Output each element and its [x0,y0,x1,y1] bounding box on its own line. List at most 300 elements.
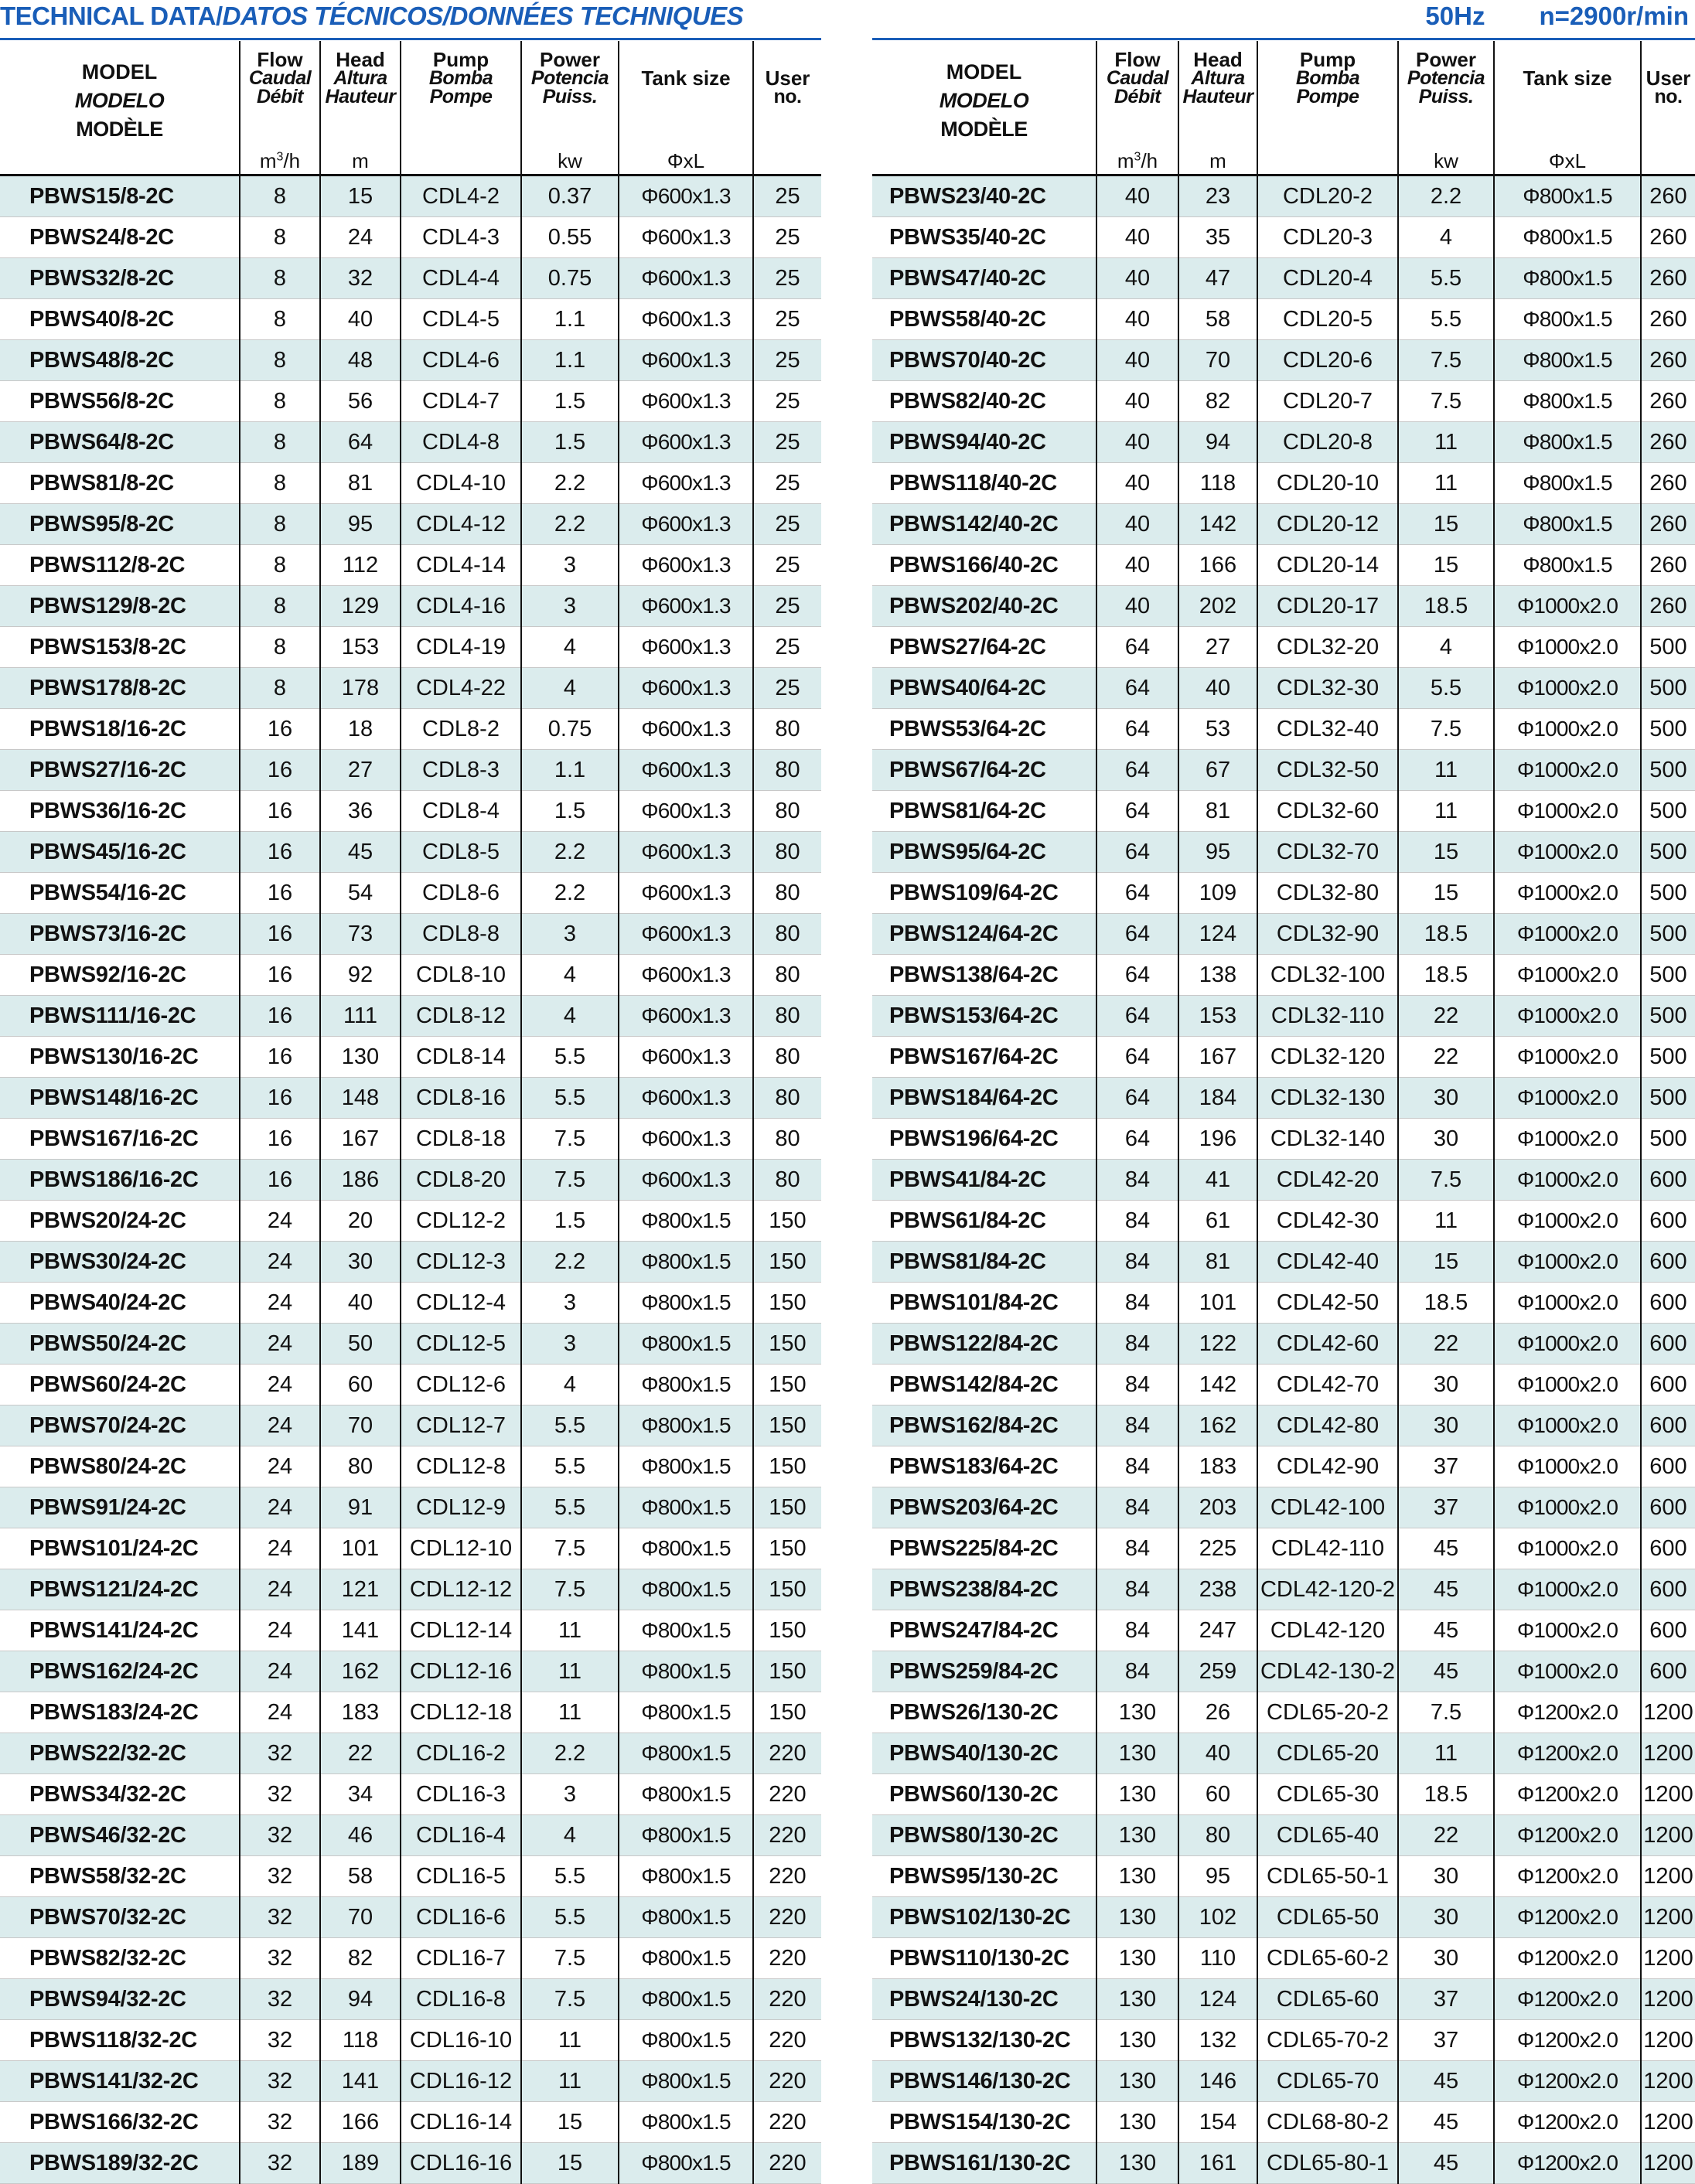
cell-flow: 8 [240,586,320,627]
cell-power: 18.5 [1398,586,1494,627]
cell-tank: Φ600x1.3 [619,381,753,422]
cell-power: 37 [1398,2020,1494,2061]
cell-power: 30 [1398,1856,1494,1897]
cell-user: 1200 [1641,1979,1695,2020]
table-row [872,258,1695,299]
cell-head: 202 [1178,586,1257,627]
cell-head: 35 [1178,217,1257,258]
cell-flow: 40 [1096,299,1178,340]
cell-flow: 24 [240,1242,320,1283]
cell-tank: Φ600x1.3 [619,1078,753,1119]
cell-head: 60 [1178,1774,1257,1815]
cell-user: 220 [753,2143,821,2184]
cell-tank: Φ600x1.3 [619,1119,753,1160]
speed-label: n=2900r/min [1539,2,1689,30]
cell-model: PBWS20/24-2C [0,1201,240,1242]
cell-model: PBWS203/64-2C [872,1487,1096,1528]
cell-model: PBWS122/84-2C [872,1324,1096,1365]
cell-tank: Φ800x1.5 [1494,381,1641,422]
cell-head: 189 [320,2143,401,2184]
cell-model: PBWS91/24-2C [0,1487,240,1528]
cell-head: 46 [320,1815,401,1856]
cell-head: 40 [1178,1733,1257,1774]
cell-power: 7.5 [521,1119,619,1160]
cell-model: PBWS15/8-2C [0,175,240,217]
cell-head: 60 [320,1365,401,1405]
cell-flow: 32 [240,1815,320,1856]
cell-pump: CDL12-3 [401,1242,521,1283]
cell-power: 45 [1398,2143,1494,2184]
table-row [872,2020,1695,2061]
cell-power: 30 [1398,1365,1494,1405]
cell-tank: Φ600x1.3 [619,545,753,586]
cell-model: PBWS64/8-2C [0,422,240,463]
cell-user: 80 [753,873,821,914]
cell-pump: CDL65-60 [1257,1979,1398,2020]
table-row [872,832,1695,873]
cell-model: PBWS148/16-2C [0,1078,240,1119]
cell-power: 4 [521,1815,619,1856]
table-row [0,1037,821,1078]
cell-pump: CDL32-40 [1257,709,1398,750]
cell-flow: 130 [1096,2102,1178,2143]
cell-tank: Φ800x1.5 [619,1528,753,1569]
cell-user: 25 [753,422,821,463]
cell-power: 7.5 [521,1528,619,1569]
cell-flow: 8 [240,175,320,217]
table-row [872,545,1695,586]
cell-model: PBWS101/24-2C [0,1528,240,1569]
cell-head: 26 [1178,1692,1257,1733]
head-unit: m [1209,149,1226,172]
cell-model: PBWS94/32-2C [0,1979,240,2020]
cell-pump: CDL42-20 [1257,1160,1398,1201]
cell-tank: Φ1000x2.0 [1494,1405,1641,1446]
cell-pump: CDL4-6 [401,340,521,381]
cell-user: 600 [1641,1324,1695,1365]
cell-user: 1200 [1641,2143,1695,2184]
cell-pump: CDL65-50 [1257,1897,1398,1938]
cell-flow: 24 [240,1487,320,1528]
cell-power: 7.5 [521,1569,619,1610]
cell-head: 203 [1178,1487,1257,1528]
cell-user: 1200 [1641,1938,1695,1979]
cell-pump: CDL42-90 [1257,1446,1398,1487]
cell-flow: 32 [240,1774,320,1815]
cell-pump: CDL8-4 [401,791,521,832]
cell-tank: Φ600x1.3 [619,873,753,914]
cell-head: 259 [1178,1651,1257,1692]
cell-power: 11 [521,1692,619,1733]
cell-user: 150 [753,1242,821,1283]
cell-tank: Φ1000x2.0 [1494,1078,1641,1119]
cell-model: PBWS47/40-2C [872,258,1096,299]
page-title [0,0,743,34]
cell-flow: 40 [1096,258,1178,299]
table-row [0,1324,821,1365]
cell-model: PBWS129/8-2C [0,586,240,627]
cell-flow: 84 [1096,1446,1178,1487]
cell-tank: Φ800x1.5 [1494,422,1641,463]
cell-pump: CDL4-22 [401,668,521,709]
cell-pump: CDL4-7 [401,381,521,422]
table-row [872,750,1695,791]
cell-head: 132 [1178,2020,1257,2061]
cell-power: 7.5 [1398,340,1494,381]
table-row [872,2102,1695,2143]
col-power: Power Potencia Puiss. kw [1398,41,1494,175]
cell-user: 600 [1641,1487,1695,1528]
cell-tank: Φ1200x2.0 [1494,1938,1641,1979]
cell-tank: Φ1000x2.0 [1494,668,1641,709]
cell-head: 178 [320,668,401,709]
cell-model: PBWS50/24-2C [0,1324,240,1365]
cell-model: PBWS178/8-2C [0,668,240,709]
cell-user: 500 [1641,750,1695,791]
cell-tank: Φ600x1.3 [619,832,753,873]
cell-flow: 16 [240,914,320,955]
cell-flow: 130 [1096,2061,1178,2102]
cell-power: 3 [521,1283,619,1324]
cell-power: 5.5 [1398,668,1494,709]
cell-head: 70 [1178,340,1257,381]
cell-tank: Φ800x1.5 [619,1283,753,1324]
cell-head: 27 [320,750,401,791]
cell-head: 91 [320,1487,401,1528]
cell-flow: 8 [240,545,320,586]
table-row [872,709,1695,750]
cell-head: 109 [1178,873,1257,914]
cell-tank: Φ800x1.5 [619,2020,753,2061]
cell-head: 50 [320,1324,401,1365]
cell-user: 25 [753,258,821,299]
table-row [0,1651,821,1692]
cell-user: 500 [1641,791,1695,832]
cell-tank: Φ1200x2.0 [1494,1815,1641,1856]
cell-user: 600 [1641,1201,1695,1242]
cell-power: 2.2 [521,832,619,873]
cell-user: 25 [753,299,821,340]
cell-tank: Φ1000x2.0 [1494,1037,1641,1078]
cell-tank: Φ600x1.3 [619,463,753,504]
cell-head: 48 [320,340,401,381]
cell-flow: 24 [240,1446,320,1487]
head-unit: m [352,149,369,172]
cell-pump: CDL12-16 [401,1651,521,1692]
col-model: MODEL MODELO MODÈLE [0,41,240,175]
table-row [0,504,821,545]
cell-model: PBWS183/64-2C [872,1446,1096,1487]
cell-pump: CDL16-6 [401,1897,521,1938]
table-row [0,2061,821,2102]
cell-tank: Φ600x1.3 [619,1037,753,1078]
cell-power: 45 [1398,2102,1494,2143]
cell-model: PBWS35/40-2C [872,217,1096,258]
cell-flow: 16 [240,791,320,832]
cell-pump: CDL42-120 [1257,1610,1398,1651]
cell-flow: 84 [1096,1405,1178,1446]
cell-power: 1.5 [521,422,619,463]
cell-model: PBWS40/130-2C [872,1733,1096,1774]
table-row [872,791,1695,832]
table-row [0,2020,821,2061]
cell-model: PBWS154/130-2C [872,2102,1096,2143]
cell-power: 18.5 [1398,955,1494,996]
cell-user: 150 [753,1528,821,1569]
cell-model: PBWS30/24-2C [0,1242,240,1283]
cell-user: 25 [753,545,821,586]
table-row [872,873,1695,914]
cell-user: 1200 [1641,2020,1695,2061]
cell-model: PBWS118/32-2C [0,2020,240,2061]
cell-pump: CDL32-130 [1257,1078,1398,1119]
cell-power: 3 [521,1324,619,1365]
cell-pump: CDL8-6 [401,873,521,914]
table-row [872,1979,1695,2020]
table-body-left [0,175,821,2184]
col-user: User no. [753,41,821,175]
cell-tank: Φ600x1.3 [619,175,753,217]
cell-model: PBWS32/8-2C [0,258,240,299]
cell-user: 25 [753,504,821,545]
cell-head: 56 [320,381,401,422]
cell-flow: 32 [240,1897,320,1938]
table-row [0,2102,821,2143]
cell-power: 1.1 [521,750,619,791]
cell-pump: CDL4-8 [401,422,521,463]
cell-flow: 16 [240,1160,320,1201]
cell-pump: CDL8-8 [401,914,521,955]
cell-tank: Φ800x1.5 [619,2143,753,2184]
cell-flow: 32 [240,2020,320,2061]
cell-model: PBWS92/16-2C [0,955,240,996]
cell-model: PBWS202/40-2C [872,586,1096,627]
cell-flow: 84 [1096,1201,1178,1242]
cell-power: 45 [1398,1569,1494,1610]
cell-pump: CDL12-5 [401,1324,521,1365]
cell-model: PBWS81/84-2C [872,1242,1096,1283]
cell-power: 11 [521,1610,619,1651]
cell-flow: 24 [240,1610,320,1651]
cell-pump: CDL65-50-1 [1257,1856,1398,1897]
cell-model: PBWS167/64-2C [872,1037,1096,1078]
table-row [0,1897,821,1938]
cell-pump: CDL12-10 [401,1528,521,1569]
cell-flow: 84 [1096,1324,1178,1365]
cell-model: PBWS53/64-2C [872,709,1096,750]
cell-tank: Φ800x1.5 [619,2061,753,2102]
cell-flow: 32 [240,2143,320,2184]
cell-model: PBWS81/64-2C [872,791,1096,832]
cell-pump: CDL32-140 [1257,1119,1398,1160]
table-row [0,1569,821,1610]
cell-tank: Φ1200x2.0 [1494,1692,1641,1733]
cell-tank: Φ800x1.5 [619,1774,753,1815]
cell-head: 95 [320,504,401,545]
cell-flow: 130 [1096,2143,1178,2184]
cell-user: 220 [753,1733,821,1774]
table-row [0,1774,821,1815]
cell-head: 54 [320,873,401,914]
cell-model: PBWS58/40-2C [872,299,1096,340]
cell-user: 1200 [1641,1856,1695,1897]
cell-user: 500 [1641,873,1695,914]
cell-tank: Φ1000x2.0 [1494,1487,1641,1528]
cell-pump: CDL16-14 [401,2102,521,2143]
cell-flow: 84 [1096,1651,1178,1692]
spec-table-right [872,41,1695,2184]
cell-head: 70 [320,1405,401,1446]
cell-user: 220 [753,1815,821,1856]
table-row [872,1365,1695,1405]
cell-user: 150 [753,1569,821,1610]
cell-flow: 8 [240,258,320,299]
table-row [872,422,1695,463]
table-row [872,1897,1695,1938]
table-row [872,586,1695,627]
cell-head: 153 [1178,996,1257,1037]
cell-user: 80 [753,832,821,873]
cell-tank: Φ1000x2.0 [1494,709,1641,750]
cell-pump: CDL42-50 [1257,1283,1398,1324]
cell-pump: CDL8-10 [401,955,521,996]
cell-power: 45 [1398,1528,1494,1569]
cell-user: 1200 [1641,1774,1695,1815]
cell-head: 22 [320,1733,401,1774]
cell-tank: Φ800x1.5 [619,1242,753,1283]
cell-power: 0.75 [521,258,619,299]
cell-flow: 24 [240,1569,320,1610]
cell-pump: CDL12-14 [401,1610,521,1651]
cell-model: PBWS27/64-2C [872,627,1096,668]
cell-flow: 64 [1096,791,1178,832]
cell-user: 1200 [1641,2102,1695,2143]
table-row [0,750,821,791]
cell-tank: Φ800x1.5 [1494,258,1641,299]
cell-flow: 64 [1096,955,1178,996]
cell-model: PBWS56/8-2C [0,381,240,422]
cell-power: 7.5 [521,1979,619,2020]
cell-pump: CDL32-90 [1257,914,1398,955]
cell-model: PBWS46/32-2C [0,1815,240,1856]
cell-model: PBWS118/40-2C [872,463,1096,504]
table-row [0,1733,821,1774]
cell-head: 238 [1178,1569,1257,1610]
cell-flow: 84 [1096,1610,1178,1651]
cell-model: PBWS112/8-2C [0,545,240,586]
table-row [0,422,821,463]
cell-flow: 8 [240,299,320,340]
table-row [0,627,821,668]
cell-user: 600 [1641,1365,1695,1405]
cell-model: PBWS225/84-2C [872,1528,1096,1569]
cell-user: 220 [753,1856,821,1897]
cell-flow: 32 [240,1979,320,2020]
cell-flow: 40 [1096,217,1178,258]
cell-pump: CDL32-20 [1257,627,1398,668]
cell-tank: Φ1200x2.0 [1494,1856,1641,1897]
cell-tank: Φ1000x2.0 [1494,1242,1641,1283]
cell-tank: Φ1000x2.0 [1494,996,1641,1037]
cell-model: PBWS61/84-2C [872,1201,1096,1242]
cell-tank: Φ1000x2.0 [1494,1651,1641,1692]
table-row [872,1119,1695,1160]
cell-pump: CDL20-7 [1257,381,1398,422]
table-row [0,1610,821,1651]
cell-flow: 16 [240,1078,320,1119]
cell-head: 30 [320,1242,401,1283]
cell-pump: CDL20-14 [1257,545,1398,586]
table-row [0,873,821,914]
table-row [872,1815,1695,1856]
cell-flow: 8 [240,340,320,381]
cell-head: 73 [320,914,401,955]
cell-user: 80 [753,1037,821,1078]
cell-user: 260 [1641,545,1695,586]
cell-pump: CDL32-110 [1257,996,1398,1037]
cell-model: PBWS67/64-2C [872,750,1096,791]
cell-flow: 24 [240,1324,320,1365]
cell-head: 40 [320,1283,401,1324]
cell-pump: CDL42-40 [1257,1242,1398,1283]
power-unit: kw [1434,149,1458,172]
cell-pump: CDL4-10 [401,463,521,504]
cell-model: PBWS40/24-2C [0,1283,240,1324]
cell-model: PBWS27/16-2C [0,750,240,791]
cell-user: 1200 [1641,1692,1695,1733]
cell-head: 122 [1178,1324,1257,1365]
cell-head: 24 [320,217,401,258]
cell-pump: CDL16-4 [401,1815,521,1856]
cell-head: 53 [1178,709,1257,750]
cell-model: PBWS70/32-2C [0,1897,240,1938]
cell-power: 37 [1398,1446,1494,1487]
cell-user: 600 [1641,1569,1695,1610]
cell-tank: Φ800x1.5 [619,1897,753,1938]
cell-flow: 24 [240,1651,320,1692]
cell-tank: Φ1000x2.0 [1494,1528,1641,1569]
cell-head: 47 [1178,258,1257,299]
cell-model: PBWS18/16-2C [0,709,240,750]
cell-user: 500 [1641,996,1695,1037]
cell-pump: CDL65-70-2 [1257,2020,1398,2061]
cell-tank: Φ800x1.5 [1494,340,1641,381]
cell-tank: Φ800x1.5 [619,1569,753,1610]
cell-head: 146 [1178,2061,1257,2102]
cell-tank: Φ600x1.3 [619,955,753,996]
cell-flow: 16 [240,873,320,914]
cell-user: 150 [753,1446,821,1487]
cell-flow: 64 [1096,914,1178,955]
cell-power: 0.55 [521,217,619,258]
cell-user: 260 [1641,504,1695,545]
cell-power: 4 [1398,627,1494,668]
cell-head: 124 [1178,914,1257,955]
cell-flow: 8 [240,463,320,504]
cell-head: 58 [1178,299,1257,340]
cell-flow: 40 [1096,340,1178,381]
cell-tank: Φ800x1.5 [619,1651,753,1692]
cell-model: PBWS167/16-2C [0,1119,240,1160]
cell-power: 5.5 [1398,258,1494,299]
cell-model: PBWS153/8-2C [0,627,240,668]
table-row [0,258,821,299]
cell-user: 1200 [1641,2061,1695,2102]
cell-power: 18.5 [1398,914,1494,955]
cell-tank: Φ600x1.3 [619,217,753,258]
cell-model: PBWS101/84-2C [872,1283,1096,1324]
cell-power: 3 [521,586,619,627]
